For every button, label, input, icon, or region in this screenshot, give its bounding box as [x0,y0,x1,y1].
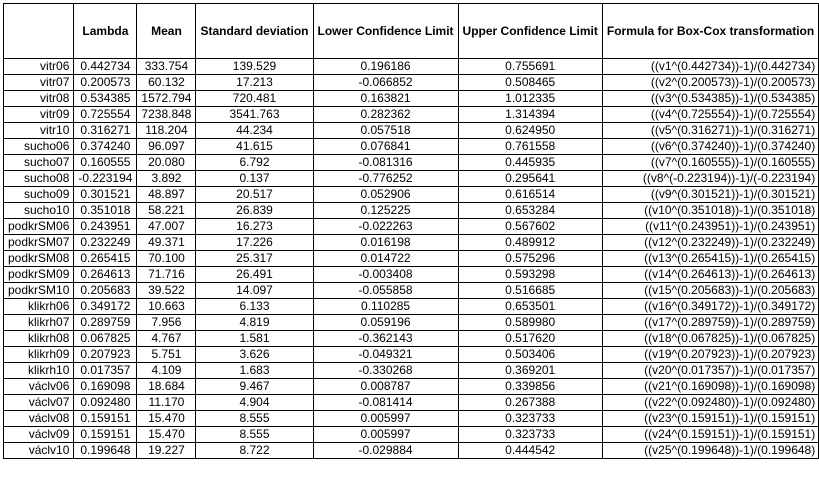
formula-cell: ((v19^(0.207923))-1)/(0.207923) [602,347,818,363]
formula-cell: ((v21^(0.169098))-1)/(0.169098) [602,379,818,395]
ucl-cell: 0.444542 [458,443,602,459]
formula-cell: ((v14^(0.264613))-1)/(0.264613) [602,267,818,283]
lambda-cell: 0.264613 [74,267,137,283]
table-row [4,75,819,91]
lcl-cell: 0.008787 [313,379,458,395]
header-mean: Mean [137,4,196,59]
sd-cell: 720.481 [196,91,313,107]
ucl-cell: 0.267388 [458,395,602,411]
mean-cell: 7.956 [137,315,196,331]
variable-cell: podkrSM07 [4,235,74,251]
ucl-cell: 0.593298 [458,267,602,283]
lambda-cell: 0.349172 [74,299,137,315]
sd-cell: 6.792 [196,155,313,171]
formula-cell: ((v16^(0.349172))-1)/(0.349172) [602,299,818,315]
lambda-cell: 0.442734 [74,59,137,75]
mean-cell: 1572.794 [137,91,196,107]
mean-cell: 18.684 [137,379,196,395]
variable-cell: klikrh10 [4,363,74,379]
lcl-cell: 0.014722 [313,251,458,267]
table-row [4,443,819,459]
mean-cell: 4.109 [137,363,196,379]
formula-cell: ((v9^(0.301521))-1)/(0.301521) [602,187,818,203]
variable-cell: vitr09 [4,107,74,123]
ucl-cell: 0.761558 [458,139,602,155]
formula-cell: ((v3^(0.534385))-1)/(0.534385) [602,91,818,107]
variable-cell: václv08 [4,411,74,427]
formula-cell: ((v11^(0.243951))-1)/(0.243951) [602,219,818,235]
mean-cell: 96.097 [137,139,196,155]
lcl-cell: -0.003408 [313,267,458,283]
sd-cell: 4.904 [196,395,313,411]
mean-cell: 20.080 [137,155,196,171]
formula-cell: ((v8^(-0.223194))-1)/(-0.223194) [602,171,818,187]
table-row [4,379,819,395]
variable-cell: václv09 [4,427,74,443]
ucl-cell: 0.653284 [458,203,602,219]
table-row [4,139,819,155]
formula-cell: ((v6^(0.374240))-1)/(0.374240) [602,139,818,155]
sd-cell: 17.226 [196,235,313,251]
ucl-cell: 0.575296 [458,251,602,267]
lcl-cell: 0.016198 [313,235,458,251]
ucl-cell: 0.339856 [458,379,602,395]
sd-cell: 3.626 [196,347,313,363]
lcl-cell: 0.005997 [313,427,458,443]
header-formula: Formula for Box-Cox transformation [602,4,818,59]
header-standard-deviation: Standard deviation [196,4,313,59]
table-row [4,363,819,379]
ucl-cell: 1.314394 [458,107,602,123]
ucl-cell: 0.755691 [458,59,602,75]
ucl-cell: 0.616514 [458,187,602,203]
sd-cell: 25.317 [196,251,313,267]
variable-cell: klikrh08 [4,331,74,347]
sd-cell: 44.234 [196,123,313,139]
table-row [4,411,819,427]
sd-cell: 3541.763 [196,107,313,123]
table-row [4,187,819,203]
variable-cell: sucho10 [4,203,74,219]
lambda-cell: 0.160555 [74,155,137,171]
sd-cell: 9.467 [196,379,313,395]
variable-cell: vitr08 [4,91,74,107]
lcl-cell: -0.049321 [313,347,458,363]
lcl-cell: -0.066852 [313,75,458,91]
lcl-cell: 0.076841 [313,139,458,155]
lcl-cell: -0.022263 [313,219,458,235]
lcl-cell: -0.029884 [313,443,458,459]
variable-cell: klikrh09 [4,347,74,363]
sd-cell: 26.839 [196,203,313,219]
mean-cell: 333.754 [137,59,196,75]
ucl-cell: 0.503406 [458,347,602,363]
variable-cell: klikrh06 [4,299,74,315]
variable-cell: václv10 [4,443,74,459]
sd-cell: 41.615 [196,139,313,155]
table-body [4,59,819,459]
ucl-cell: 0.567602 [458,219,602,235]
table-row [4,155,819,171]
mean-cell: 4.767 [137,331,196,347]
lambda-cell: 0.169098 [74,379,137,395]
lambda-cell: 0.374240 [74,139,137,155]
variable-cell: klikrh07 [4,315,74,331]
formula-cell: ((v2^(0.200573))-1)/(0.200573) [602,75,818,91]
lcl-cell: 0.110285 [313,299,458,315]
formula-cell: ((v24^(0.159151))-1)/(0.159151) [602,427,818,443]
table-row [4,347,819,363]
formula-cell: ((v13^(0.265415))-1)/(0.265415) [602,251,818,267]
sd-cell: 17.213 [196,75,313,91]
mean-cell: 71.716 [137,267,196,283]
mean-cell: 60.132 [137,75,196,91]
lcl-cell: 0.125225 [313,203,458,219]
lcl-cell: -0.776252 [313,171,458,187]
ucl-cell: 0.589980 [458,315,602,331]
table-row [4,283,819,299]
formula-cell: ((v4^(0.725554))-1)/(0.725554) [602,107,818,123]
lambda-cell: 0.534385 [74,91,137,107]
formula-cell: ((v20^(0.017357))-1)/(0.017357) [602,363,818,379]
sd-cell: 139.529 [196,59,313,75]
sd-cell: 8.555 [196,427,313,443]
lambda-cell: 0.351018 [74,203,137,219]
variable-cell: podkrSM06 [4,219,74,235]
lambda-cell: 0.207923 [74,347,137,363]
formula-cell: ((v7^(0.160555))-1)/(0.160555) [602,155,818,171]
mean-cell: 49.371 [137,235,196,251]
sd-cell: 14.097 [196,283,313,299]
formula-cell: ((v5^(0.316271))-1)/(0.316271) [602,123,818,139]
table-header [4,4,819,59]
boxcox-table-container [3,3,819,459]
table-row [4,91,819,107]
formula-cell: ((v22^(0.092480))-1)/(0.092480) [602,395,818,411]
mean-cell: 118.204 [137,123,196,139]
sd-cell: 16.273 [196,219,313,235]
lcl-cell: 0.057518 [313,123,458,139]
ucl-cell: 0.445935 [458,155,602,171]
variable-cell: vitr06 [4,59,74,75]
sd-cell: 1.683 [196,363,313,379]
variable-cell: sucho08 [4,171,74,187]
sd-cell: 1.581 [196,331,313,347]
variable-cell: podkrSM10 [4,283,74,299]
lcl-cell: -0.362143 [313,331,458,347]
lambda-cell: 0.232249 [74,235,137,251]
table-row [4,107,819,123]
table-row [4,331,819,347]
sd-cell: 4.819 [196,315,313,331]
table-row [4,59,819,75]
mean-cell: 7238.848 [137,107,196,123]
sd-cell: 26.491 [196,267,313,283]
formula-cell: ((v18^(0.067825))-1)/(0.067825) [602,331,818,347]
header-row [4,4,819,59]
variable-cell: vitr07 [4,75,74,91]
lambda-cell: 0.159151 [74,411,137,427]
sd-cell: 0.137 [196,171,313,187]
formula-cell: ((v25^(0.199648))-1)/(0.199648) [602,443,818,459]
mean-cell: 70.100 [137,251,196,267]
table-row [4,251,819,267]
lcl-cell: 0.196186 [313,59,458,75]
mean-cell: 15.470 [137,427,196,443]
lambda-cell: 0.301521 [74,187,137,203]
lambda-cell: 0.243951 [74,219,137,235]
variable-cell: vitr10 [4,123,74,139]
mean-cell: 3.892 [137,171,196,187]
lambda-cell: 0.205683 [74,283,137,299]
mean-cell: 15.470 [137,411,196,427]
lcl-cell: -0.055858 [313,283,458,299]
lambda-cell: 0.067825 [74,331,137,347]
lcl-cell: 0.059196 [313,315,458,331]
lcl-cell: 0.282362 [313,107,458,123]
mean-cell: 11.170 [137,395,196,411]
lcl-cell: -0.330268 [313,363,458,379]
lambda-cell: 0.316271 [74,123,137,139]
lambda-cell: 0.265415 [74,251,137,267]
lambda-cell: 0.200573 [74,75,137,91]
sd-cell: 8.555 [196,411,313,427]
lambda-cell: 0.017357 [74,363,137,379]
formula-cell: ((v1^(0.442734))-1)/(0.442734) [602,59,818,75]
table-row [4,203,819,219]
table-row [4,219,819,235]
ucl-cell: 0.489912 [458,235,602,251]
lcl-cell: 0.052906 [313,187,458,203]
header-variable [4,4,74,59]
formula-cell: ((v23^(0.159151))-1)/(0.159151) [602,411,818,427]
lambda-cell: 0.725554 [74,107,137,123]
mean-cell: 19.227 [137,443,196,459]
boxcox-table [3,3,819,459]
lcl-cell: 0.163821 [313,91,458,107]
table-row [4,395,819,411]
ucl-cell: 0.517620 [458,331,602,347]
variable-cell: podkrSM08 [4,251,74,267]
lcl-cell: -0.081414 [313,395,458,411]
mean-cell: 48.897 [137,187,196,203]
formula-cell: ((v15^(0.205683))-1)/(0.205683) [602,283,818,299]
variable-cell: sucho06 [4,139,74,155]
mean-cell: 5.751 [137,347,196,363]
lambda-cell: 0.092480 [74,395,137,411]
ucl-cell: 0.624950 [458,123,602,139]
lambda-cell: 0.289759 [74,315,137,331]
mean-cell: 58.221 [137,203,196,219]
lcl-cell: -0.081316 [313,155,458,171]
table-row [4,299,819,315]
ucl-cell: 0.653501 [458,299,602,315]
ucl-cell: 0.369201 [458,363,602,379]
ucl-cell: 0.295641 [458,171,602,187]
table-row [4,315,819,331]
variable-cell: sucho07 [4,155,74,171]
table-row [4,235,819,251]
ucl-cell: 0.323733 [458,411,602,427]
ucl-cell: 0.323733 [458,427,602,443]
lambda-cell: 0.199648 [74,443,137,459]
lcl-cell: 0.005997 [313,411,458,427]
lambda-cell: 0.159151 [74,427,137,443]
table-row [4,427,819,443]
header-lower-confidence-limit: Lower Confidence Limit [313,4,458,59]
mean-cell: 10.663 [137,299,196,315]
ucl-cell: 1.012335 [458,91,602,107]
sd-cell: 20.517 [196,187,313,203]
ucl-cell: 0.516685 [458,283,602,299]
variable-cell: sucho09 [4,187,74,203]
formula-cell: ((v12^(0.232249))-1)/(0.232249) [602,235,818,251]
mean-cell: 39.522 [137,283,196,299]
table-row [4,267,819,283]
mean-cell: 47.007 [137,219,196,235]
variable-cell: václv07 [4,395,74,411]
variable-cell: václv06 [4,379,74,395]
variable-cell: podkrSM09 [4,267,74,283]
sd-cell: 8.722 [196,443,313,459]
sd-cell: 6.133 [196,299,313,315]
formula-cell: ((v17^(0.289759))-1)/(0.289759) [602,315,818,331]
table-row [4,123,819,139]
header-upper-confidence-limit: Upper Confidence Limit [458,4,602,59]
ucl-cell: 0.508465 [458,75,602,91]
lambda-cell: -0.223194 [74,171,137,187]
header-lambda: Lambda [74,4,137,59]
table-row [4,171,819,187]
formula-cell: ((v10^(0.351018))-1)/(0.351018) [602,203,818,219]
